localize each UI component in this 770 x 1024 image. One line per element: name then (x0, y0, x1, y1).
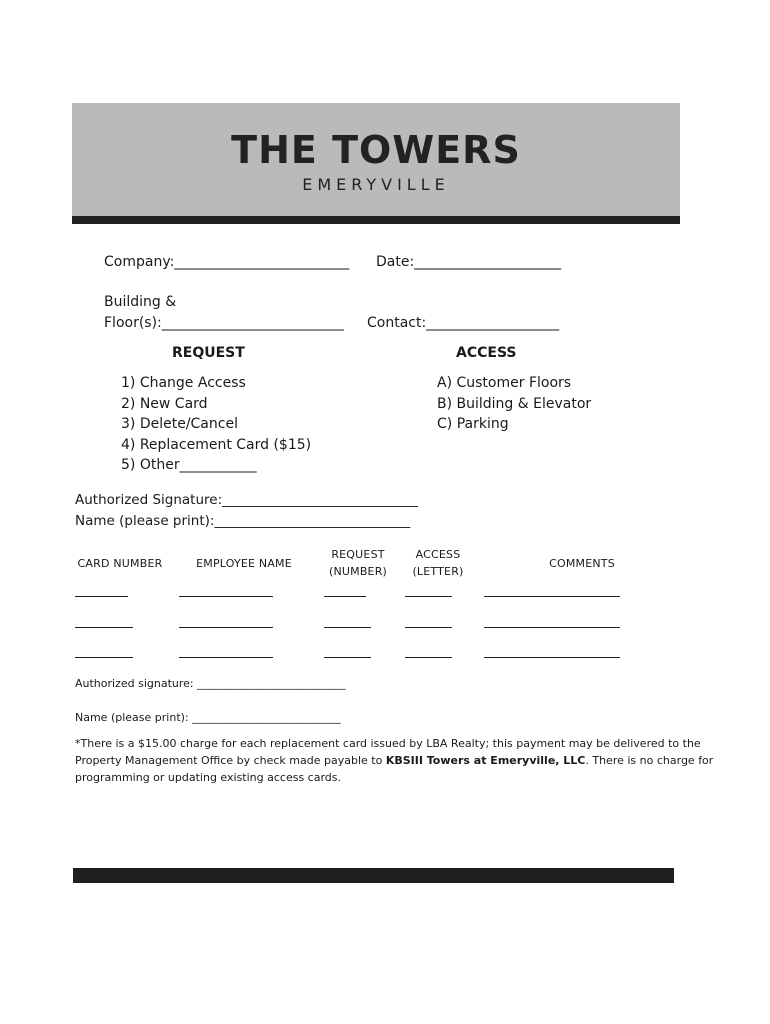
footer-bar (73, 868, 674, 883)
request-item-delete-cancel[interactable]: 3) Delete/Cancel (121, 416, 238, 432)
request-number-line[interactable] (324, 596, 366, 597)
company-field[interactable]: Company:_________________________ (104, 254, 350, 270)
payee-name: KBSIII Towers at Emeryville, LLC (385, 754, 586, 767)
building-label: Building & (104, 294, 177, 310)
employee-name-line[interactable] (179, 627, 273, 628)
contact-field[interactable]: Contact:___________________ (367, 315, 560, 331)
request-item-other[interactable]: 5) Other___________ (121, 457, 257, 473)
card-number-line[interactable] (75, 657, 133, 658)
access-item-building-elevator[interactable]: B) Building & Elevator (437, 395, 592, 412)
bottom-name-print-field[interactable]: Name (please print): ___________________________ (75, 711, 341, 724)
comments-line[interactable] (484, 627, 620, 628)
access-item-customer-floors[interactable]: A) Customer Floors (437, 375, 572, 391)
comments-line[interactable] (484, 596, 620, 597)
access-letter-line[interactable] (405, 627, 452, 628)
page-subtitle: EMERYVILLE (302, 175, 450, 194)
request-number-line[interactable] (324, 657, 371, 658)
request-number-line[interactable] (324, 627, 371, 628)
request-heading: REQUEST (172, 345, 245, 361)
bottom-authorized-signature-field[interactable]: Authorized signature: ___________________________ (75, 677, 346, 690)
access-list (437, 373, 591, 435)
request-item-new-card[interactable]: 2) New Card (121, 395, 208, 412)
authorized-signature-field[interactable]: Authorized Signature:_____________________________ (75, 492, 418, 508)
header-rule (72, 216, 680, 224)
col-header-request-number: (NUMBER) (328, 565, 388, 578)
date-field[interactable]: Date:_____________________ (376, 254, 562, 270)
col-header-employee-name: EMPLOYEE NAME (196, 557, 292, 570)
charge-note-text-end: . There is no charge for programming or updating existing access cards. (75, 754, 714, 784)
col-header-access-letter: (LETTER) (412, 565, 464, 578)
access-item-parking[interactable]: C) Parking (437, 416, 509, 432)
access-letter-line[interactable] (405, 657, 452, 658)
access-letter-line[interactable] (405, 596, 452, 597)
name-print-field[interactable]: Name (please print):_____________________________ (75, 513, 411, 529)
charge-note-text: *There is a $15.00 charge for each replacement card issued by LBA Realty; this payment may be delivered to the Property Management Office by check made payable to (75, 737, 701, 767)
access-heading: ACCESS (456, 345, 517, 361)
col-header-card-number: CARD NUMBER (77, 557, 163, 570)
floors-field[interactable]: Floor(s):__________________________ (104, 315, 344, 331)
page-title: THE TOWERS (231, 128, 521, 172)
card-number-line[interactable] (75, 627, 133, 628)
charge-note (75, 735, 715, 786)
request-item-change-access[interactable]: 1) Change Access (121, 375, 246, 391)
card-number-line[interactable] (75, 596, 128, 597)
employee-name-line[interactable] (179, 596, 273, 597)
col-header-comments: COMMENTS (549, 557, 615, 570)
col-header-request: REQUEST (331, 548, 385, 561)
request-list (121, 373, 311, 476)
request-item-replacement-card[interactable]: 4) Replacement Card ($15) (121, 436, 312, 453)
employee-name-line[interactable] (179, 657, 273, 658)
col-header-access: ACCESS (415, 548, 461, 561)
comments-line[interactable] (484, 657, 620, 658)
